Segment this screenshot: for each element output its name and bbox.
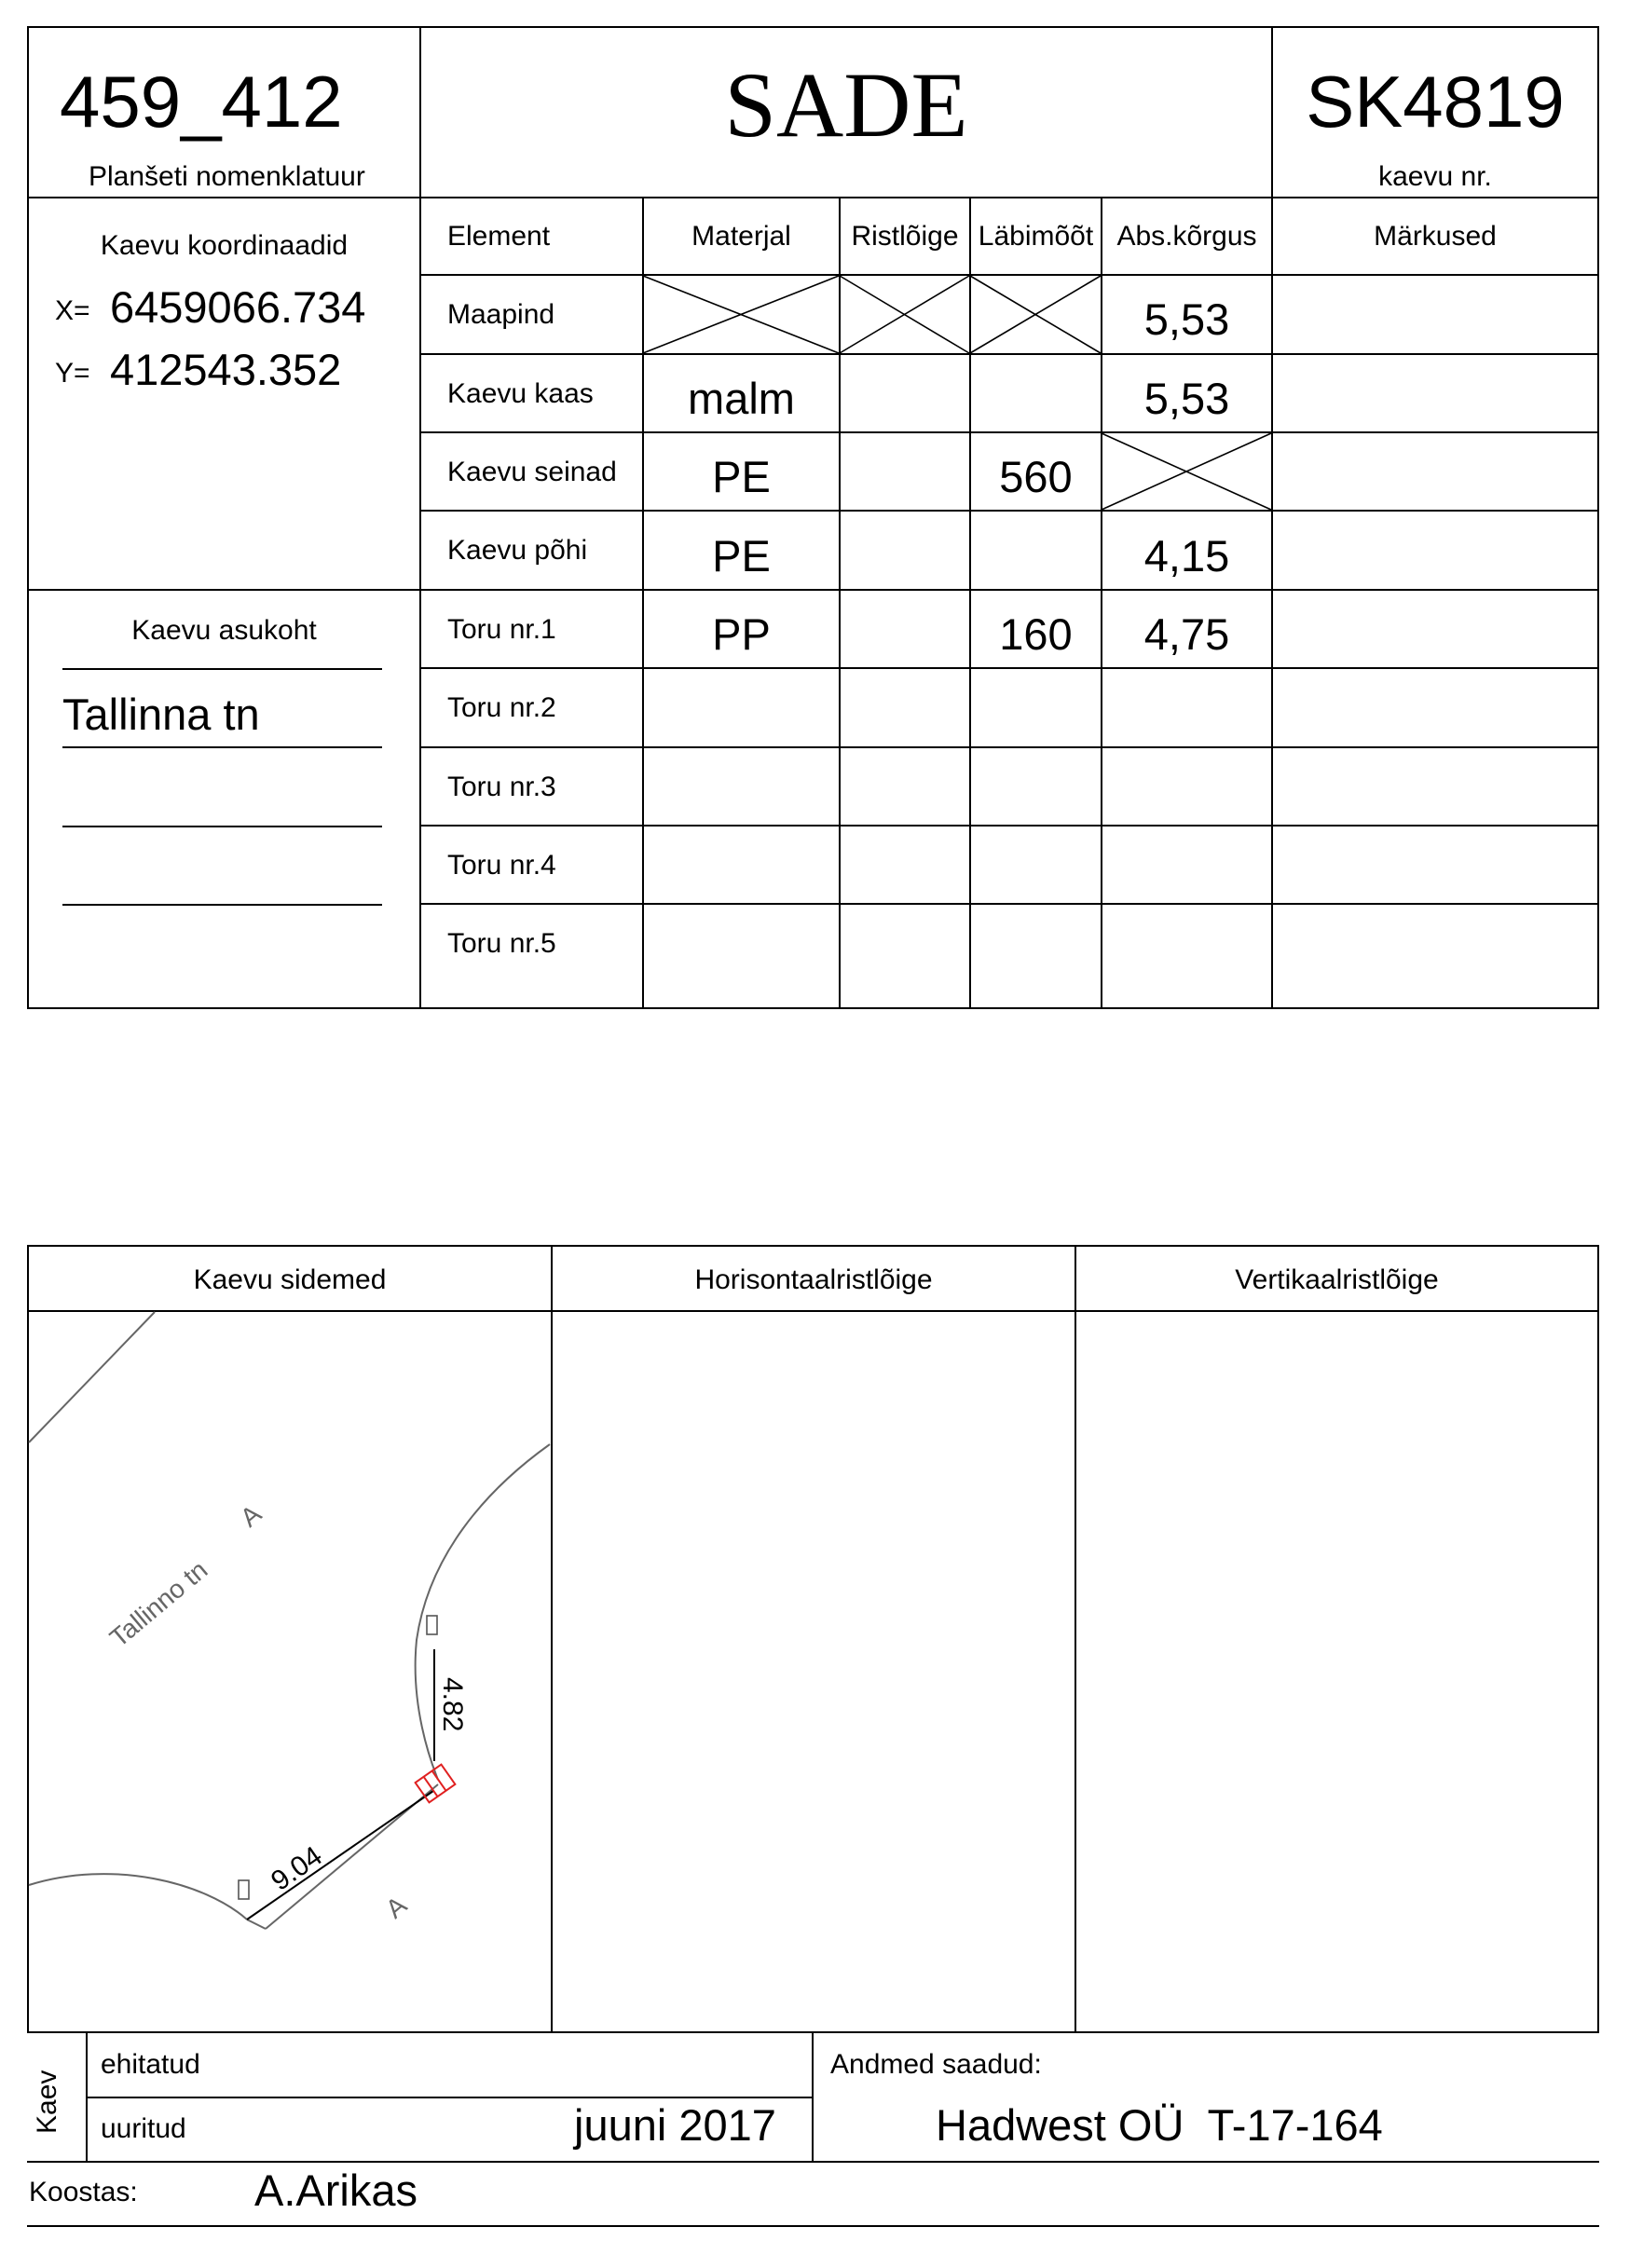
sheet-nomenclature-label: Planšeti nomenklatuur bbox=[89, 161, 365, 192]
row-material: PE bbox=[712, 531, 771, 581]
row-elevation: 4,75 bbox=[1143, 609, 1230, 659]
horizontal-section-label: Horisontaalristlõige bbox=[694, 1264, 933, 1295]
coordinate-x-value: 6459066.734 bbox=[110, 282, 366, 332]
data-source-label: Andmed saadud: bbox=[830, 2049, 1042, 2080]
row-element: Maapind bbox=[447, 299, 555, 330]
row-material: PE bbox=[712, 452, 771, 501]
document-title: SADE bbox=[724, 53, 968, 157]
street-name-label: Tallinno tn bbox=[103, 1554, 213, 1653]
surveyed-label: uuritud bbox=[101, 2113, 186, 2144]
row-element: Kaevu kaas bbox=[447, 378, 594, 409]
row-element: Toru nr.2 bbox=[447, 692, 556, 723]
location-label: Kaevu asukoht bbox=[131, 615, 317, 646]
row-element: Toru nr.5 bbox=[447, 928, 556, 959]
coordinates-label: Kaevu koordinaadid bbox=[100, 230, 349, 261]
column-header-diameter: Läbimõõt bbox=[978, 221, 1094, 252]
street-curb-curve bbox=[416, 1444, 550, 1780]
offset-line-end bbox=[247, 1920, 266, 1929]
row-element: Kaevu seinad bbox=[447, 457, 617, 487]
row-material: PP bbox=[712, 609, 771, 659]
tie-distance-1: 4.82 bbox=[437, 1677, 468, 1732]
hydrant-marker bbox=[239, 1880, 249, 1899]
column-header-cross-section: Ristlõige bbox=[851, 221, 959, 252]
column-header-element: Element bbox=[447, 221, 551, 252]
compiled-value: A.Arikas bbox=[254, 2166, 418, 2215]
vertical-section-label: Vertikaalristlõige bbox=[1235, 1264, 1439, 1295]
coordinate-y-value: 412543.352 bbox=[110, 345, 342, 394]
column-header-elevation: Abs.kõrgus bbox=[1116, 221, 1257, 252]
well-ties-label: Kaevu sidemed bbox=[193, 1264, 387, 1295]
location-line-1: Tallinna tn bbox=[62, 690, 260, 739]
column-header-notes: Märkused bbox=[1374, 221, 1497, 252]
row-material: malm bbox=[688, 374, 795, 423]
built-label: ehitatud bbox=[101, 2049, 200, 2080]
row-elevation: 4,15 bbox=[1143, 531, 1230, 581]
row-elevation: 5,53 bbox=[1143, 374, 1230, 423]
column-header-material: Materjal bbox=[691, 221, 791, 252]
side-label: Kaev bbox=[32, 2070, 62, 2134]
row-diameter: 160 bbox=[999, 609, 1073, 659]
row-element: Toru nr.4 bbox=[447, 850, 556, 881]
coordinate-x-label: X= bbox=[55, 295, 90, 326]
tie-line-2 bbox=[247, 1791, 433, 1920]
tie-distance-2: 9.04 bbox=[266, 1840, 328, 1897]
street-curb-curve-lower bbox=[29, 1874, 247, 1920]
row-elevation: 5,53 bbox=[1143, 294, 1230, 344]
data-source-value: Hadwest OÜ T-17-164 bbox=[936, 2100, 1383, 2150]
coordinate-y-label: Y= bbox=[55, 358, 90, 389]
well-number-value: SK4819 bbox=[1306, 61, 1565, 143]
marker-a-lower: A bbox=[379, 1890, 413, 1924]
sheet-nomenclature-value: 459_412 bbox=[60, 61, 343, 143]
hydrant-marker bbox=[427, 1616, 437, 1634]
marker-a-upper: A bbox=[234, 1498, 267, 1533]
street-edge-line bbox=[29, 1312, 155, 1442]
compiled-label: Koostas: bbox=[29, 2177, 138, 2207]
row-element: Kaevu põhi bbox=[447, 535, 588, 566]
row-element: Toru nr.1 bbox=[447, 614, 556, 645]
well-number-label: kaevu nr. bbox=[1378, 161, 1492, 192]
row-diameter: 560 bbox=[999, 452, 1073, 501]
row-element: Toru nr.3 bbox=[447, 772, 556, 802]
surveyed-date: juuni 2017 bbox=[574, 2100, 776, 2150]
